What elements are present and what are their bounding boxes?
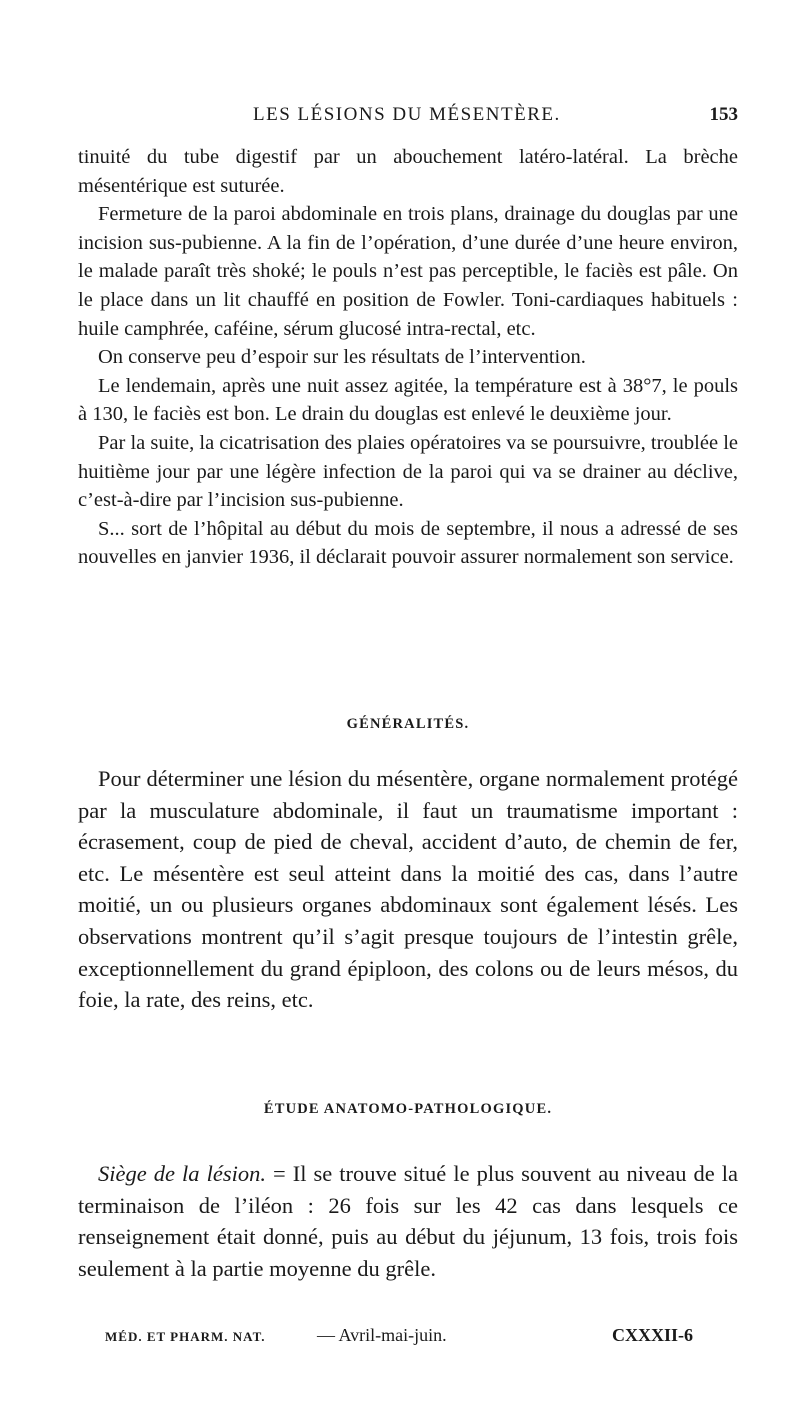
paragraph-healing: Par la suite, la cicatrisation des plaies opératoires va se poursuivre, troublée le huitième jour par une légère infection de la paroi qui va se drainer au déclive, c’est-à-dire par l’incision sus-pubienne. [78, 431, 738, 512]
page-header [78, 104, 738, 134]
running-title: LES LÉSIONS DU MÉSENTÈRE. [253, 104, 561, 125]
paragraph-closure: Fermeture de la paroi abdominale en trois plans, drainage du douglas par une incision sus-pubienne. A la fin de l’opération, d’une durée d’une heure environ, le malade paraît très shoké; le pouls n’est pas perceptible, le faciès est pâle. On le place dans un lit chauffé en position de Fowler. Toni-cardiaques habituels : huile camphrée, caféine, sérum glucosé intra-rectal, etc. [78, 203, 738, 340]
page-number: 153 [709, 104, 738, 125]
page-footer [105, 1325, 705, 1353]
paragraph-discharge: S... sort de l’hôpital au début du mois de septembre, il nous a adressé de ses nouvelles en janvier 1936, il déclarait pouvoir assurer normalement son service. [78, 517, 738, 569]
paragraph-generalites: Pour déterminer une lésion du mésentère, organe normalement protégé par la musculature abdominale, il faut un traumatisme important : écrasement, coup de pied de cheval, accident d’auto, de chemin de fer, etc. Le mésentère est seul atteint dans la moitié des cas, dans l’autre moitié, un ou plusieurs organes abdominaux sont également lésés. Les observations montrent qu’il s’agit presque toujours de l’intestin grêle, exceptionnellement du grand épiploon, des colons ou de leurs mésos, du foie, la rate, des reins, etc. [78, 766, 738, 1013]
paragraph-continuation: tinuité du tube digestif par un abouchement latéro-latéral. La brèche mésentérique est suturée. [78, 146, 738, 197]
paragraph-prognosis: On conserve peu d’espoir sur les résultats de l’intervention. [98, 346, 586, 369]
subheading-siege: Siège de la lésion. [98, 1161, 266, 1186]
footer-dates: — Avril-mai-juin. [317, 1325, 447, 1345]
paragraph-next-day: Le lendemain, après une nuit assez agitée, la température est à 38°7, le pouls à 130, le faciès est bon. Le drain du douglas est enlevé le deuxième jour. [78, 374, 738, 426]
section-heading-generalites: GÉNÉRALITÉS. [346, 716, 470, 732]
siege-body: = Il se trouve situé le plus souvent au niveau de la terminaison de l’iléon : 26 fois sur les 42 cas dans lesquels ce renseignement était donné, puis au début du jéjunum, 13 fois, trois fois seulement à la partie moyenne du grêle. [78, 1161, 738, 1281]
footer-signature: CXXXII-6 [612, 1325, 693, 1345]
generalites-text [78, 763, 738, 1016]
paragraph-siege [78, 1158, 738, 1284]
etude-text [78, 1158, 738, 1284]
section-heading-etude: ÉTUDE ANATOMO-PATHOLOGIQUE. [263, 1101, 553, 1117]
footer-journal: MÉD. ET PHARM. NAT. [105, 1329, 266, 1344]
case-report-text [78, 143, 738, 572]
